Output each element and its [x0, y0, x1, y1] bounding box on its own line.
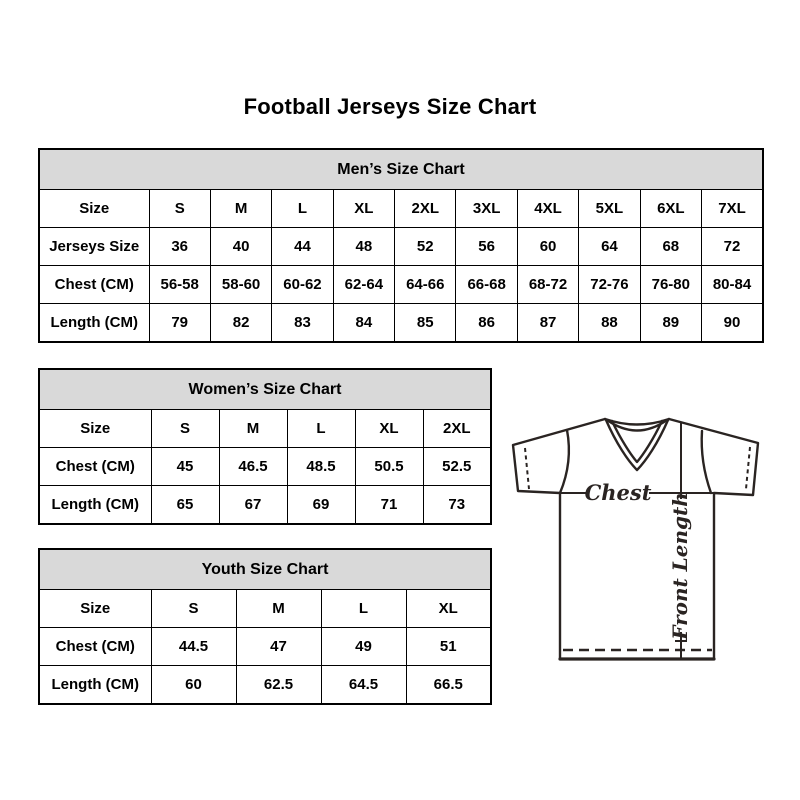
size-value-cell: 48.5	[287, 448, 355, 486]
youth-table-title: Youth Size Chart	[39, 549, 491, 590]
table-title-row	[39, 369, 491, 410]
size-value-cell: 87	[517, 304, 578, 343]
row-label-cell: Size	[39, 190, 149, 228]
womens-size-table	[38, 368, 492, 525]
size-value-cell: 76-80	[640, 266, 701, 304]
size-value-cell: 71	[355, 486, 423, 525]
size-value-cell: 52	[395, 228, 456, 266]
row-label-cell: Size	[39, 410, 151, 448]
jersey-measurement-diagram	[503, 398, 775, 670]
mens-size-table	[38, 148, 764, 343]
front-length-label: Front Length	[668, 492, 692, 640]
size-value-cell: 69	[287, 486, 355, 525]
size-value-cell: 62.5	[236, 666, 321, 705]
row-label-cell: Size	[39, 590, 151, 628]
size-value-cell: 86	[456, 304, 517, 343]
size-value-cell: 64	[579, 228, 640, 266]
size-value-cell: 52.5	[423, 448, 491, 486]
size-value-cell: 80-84	[702, 266, 763, 304]
size-value-cell: 65	[151, 486, 219, 525]
size-value-cell: S	[151, 590, 236, 628]
right-cuff-dashed-line	[746, 447, 750, 489]
jersey-diagram-svg	[503, 398, 775, 670]
size-value-cell: 73	[423, 486, 491, 525]
size-value-cell: 58-60	[210, 266, 271, 304]
size-value-cell: 50.5	[355, 448, 423, 486]
size-value-cell: L	[287, 410, 355, 448]
size-value-cell: 6XL	[640, 190, 701, 228]
size-value-cell: S	[151, 410, 219, 448]
size-value-cell: 2XL	[423, 410, 491, 448]
size-value-cell: 66-68	[456, 266, 517, 304]
size-value-cell: 64-66	[395, 266, 456, 304]
size-value-cell: 7XL	[702, 190, 763, 228]
size-value-cell: 49	[321, 628, 406, 666]
size-value-cell: 36	[149, 228, 210, 266]
size-value-cell: 89	[640, 304, 701, 343]
size-value-cell: 46.5	[219, 448, 287, 486]
size-table-row	[39, 266, 763, 304]
womens-table-title: Women’s Size Chart	[39, 369, 491, 410]
size-value-cell: XL	[406, 590, 491, 628]
size-value-cell: 66.5	[406, 666, 491, 705]
size-table-row	[39, 486, 491, 525]
size-value-cell: L	[272, 190, 333, 228]
size-value-cell: 67	[219, 486, 287, 525]
size-value-cell: 82	[210, 304, 271, 343]
size-table-row	[39, 666, 491, 705]
size-table-row	[39, 448, 491, 486]
size-table-row	[39, 228, 763, 266]
size-table-row	[39, 304, 763, 343]
size-value-cell: 2XL	[395, 190, 456, 228]
row-label-cell: Chest (CM)	[39, 628, 151, 666]
size-value-cell: 90	[702, 304, 763, 343]
size-value-cell: XL	[355, 410, 423, 448]
size-value-cell: 48	[333, 228, 394, 266]
size-value-cell: 79	[149, 304, 210, 343]
size-value-cell: 56	[456, 228, 517, 266]
size-value-cell: XL	[333, 190, 394, 228]
size-value-cell: 88	[579, 304, 640, 343]
jersey-outline	[513, 419, 758, 659]
size-value-cell: 44.5	[151, 628, 236, 666]
size-value-cell: M	[219, 410, 287, 448]
page-title: Football Jerseys Size Chart	[243, 94, 537, 119]
chest-label: Chest	[584, 480, 652, 505]
size-value-cell: 60	[517, 228, 578, 266]
size-value-cell: 3XL	[456, 190, 517, 228]
size-table-row	[39, 590, 491, 628]
size-value-cell: 51	[406, 628, 491, 666]
size-value-cell: 68-72	[517, 266, 578, 304]
row-label-cell: Length (CM)	[39, 666, 151, 705]
row-label-cell: Length (CM)	[39, 486, 151, 525]
left-cuff-dashed-line	[525, 448, 529, 489]
youth-size-table	[38, 548, 492, 705]
size-value-cell: M	[210, 190, 271, 228]
size-value-cell: 44	[272, 228, 333, 266]
size-value-cell: 62-64	[333, 266, 394, 304]
size-value-cell: 60-62	[272, 266, 333, 304]
size-value-cell: M	[236, 590, 321, 628]
size-value-cell: 47	[236, 628, 321, 666]
size-table-row	[39, 628, 491, 666]
size-value-cell: 60	[151, 666, 236, 705]
size-value-cell: 4XL	[517, 190, 578, 228]
size-value-cell: 72-76	[579, 266, 640, 304]
right-armhole-seam	[702, 431, 711, 493]
row-label-cell: Jerseys Size	[39, 228, 149, 266]
mens-table-title: Men’s Size Chart	[39, 149, 763, 190]
row-label-cell: Chest (CM)	[39, 266, 149, 304]
size-value-cell: 72	[702, 228, 763, 266]
size-value-cell: 64.5	[321, 666, 406, 705]
size-value-cell: L	[321, 590, 406, 628]
size-value-cell: S	[149, 190, 210, 228]
row-label-cell: Chest (CM)	[39, 448, 151, 486]
size-value-cell: 45	[151, 448, 219, 486]
size-value-cell: 5XL	[579, 190, 640, 228]
table-title-row	[39, 149, 763, 190]
size-table-row	[39, 190, 763, 228]
size-value-cell: 68	[640, 228, 701, 266]
table-title-row	[39, 549, 491, 590]
size-value-cell: 56-58	[149, 266, 210, 304]
size-value-cell: 84	[333, 304, 394, 343]
left-armhole-seam	[560, 430, 569, 493]
size-value-cell: 85	[395, 304, 456, 343]
row-label-cell: Length (CM)	[39, 304, 149, 343]
size-table-row	[39, 410, 491, 448]
size-value-cell: 40	[210, 228, 271, 266]
size-value-cell: 83	[272, 304, 333, 343]
